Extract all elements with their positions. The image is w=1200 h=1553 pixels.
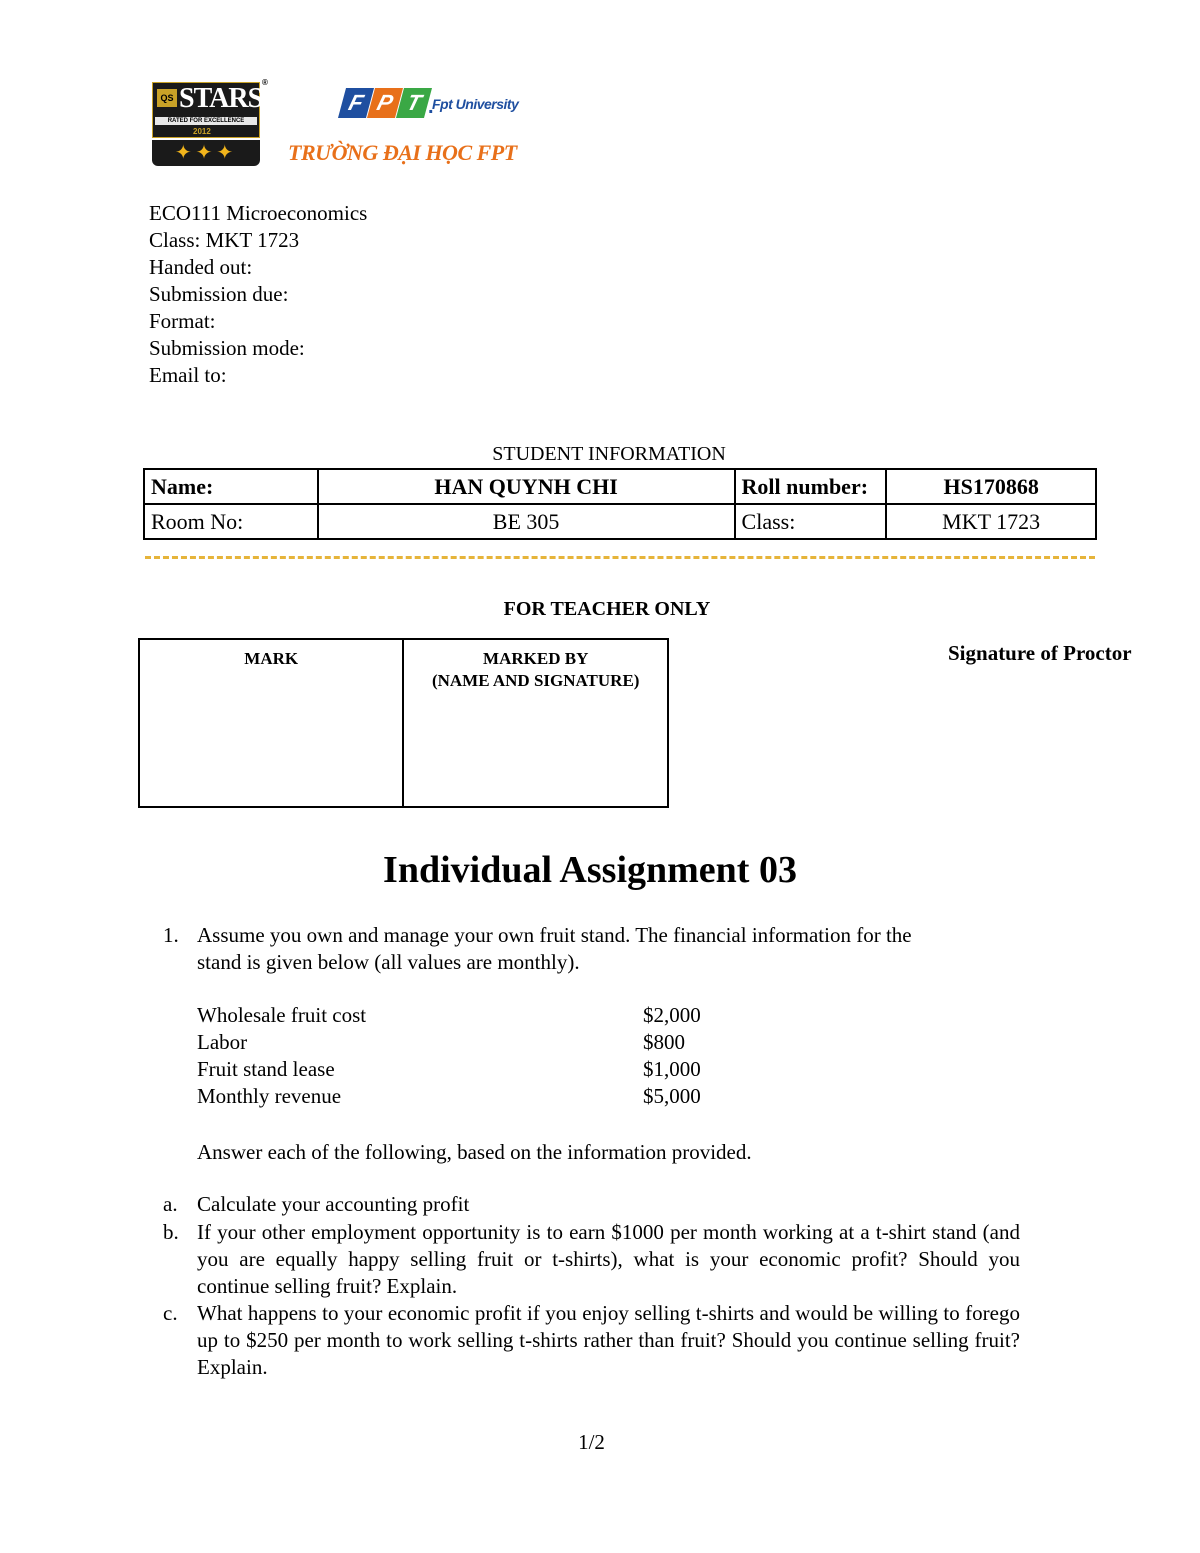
name-value: HAN QUYNH CHI <box>318 469 735 504</box>
class-value: MKT 1723 <box>886 504 1096 539</box>
question-number: 1. <box>163 923 179 947</box>
stars-word: STARS <box>179 83 263 114</box>
cost-amount: $2,000 <box>643 1003 701 1027</box>
course-info <box>149 200 367 389</box>
fpt-letter-f: F <box>338 88 374 118</box>
cost-amount: $1,000 <box>643 1057 701 1081</box>
dashed-divider <box>145 556 1095 559</box>
fpt-letter-p: P <box>367 88 403 118</box>
format-line: Format: <box>149 309 216 333</box>
submission-mode-line: Submission mode: <box>149 336 305 360</box>
room-label: Room No: <box>144 504 318 539</box>
assignment-title: Individual Assignment 03 <box>383 849 797 891</box>
roll-number-label: Roll number: <box>735 469 887 504</box>
handed-out-line: Handed out: <box>149 255 253 279</box>
mark-cell <box>139 639 403 807</box>
table-row <box>139 639 668 807</box>
stars-strip: RATED FOR EXCELLENCE <box>155 117 257 125</box>
student-info-table <box>143 468 1097 540</box>
fpt-letter-t: T <box>396 88 432 118</box>
cost-item: Fruit stand lease <box>197 1057 335 1081</box>
proctor-signature-label: Signature of Proctor <box>948 641 1132 665</box>
cost-item: Labor <box>197 1030 248 1054</box>
trademark-mark: ® <box>262 78 268 87</box>
table-row <box>144 469 1096 504</box>
roll-number-value: HS170868 <box>886 469 1096 504</box>
class-line: Class: MKT 1723 <box>149 228 300 252</box>
fpt-university-logo <box>288 86 542 170</box>
name-label: Name: <box>144 469 318 504</box>
table-row <box>144 504 1096 539</box>
teacher-only-heading: FOR TEACHER ONLY <box>503 598 711 620</box>
stars-rating-icon: ✦✦✦ <box>152 140 260 166</box>
mark-label: MARK <box>244 649 299 668</box>
email-to-line: Email to: <box>149 363 227 387</box>
question-text-line-1: Assume you own and manage your own fruit stand. The financial information for the <box>197 923 912 947</box>
part-text: What happens to your economic profit if you enjoy selling t-shirts and would be willing to forego up to $250 per month to work selling t-shirts rather than fruit? Should you continue selling fruit? Explain. <box>197 1301 1020 1379</box>
room-value: BE 305 <box>318 504 735 539</box>
class-label: Class: <box>735 504 887 539</box>
stars-year: 2012 <box>193 127 211 136</box>
stars-logo-top <box>152 82 263 138</box>
marked-by-sub: (NAME AND SIGNATURE) <box>431 671 640 690</box>
part-text: Calculate your accounting profit <box>197 1192 470 1216</box>
page-number: 1/2 <box>578 1430 605 1454</box>
qs-stars-logo <box>152 82 263 166</box>
fpt-university-text: Fpt University <box>432 96 519 112</box>
cost-item: Monthly revenue <box>197 1084 342 1108</box>
student-info-heading: STUDENT INFORMATION <box>492 443 726 465</box>
cost-item: Wholesale fruit cost <box>197 1003 367 1027</box>
part-letter: b. <box>163 1220 179 1244</box>
qs-badge: QS <box>157 89 177 107</box>
fpt-dot: . <box>428 96 434 118</box>
cost-amount: $800 <box>643 1030 685 1054</box>
course-title: ECO111 Microeconomics <box>149 201 368 225</box>
question-text-line-2: stand is given below (all values are monthly). <box>197 950 580 974</box>
part-text: If your other employment opportunity is to earn $1000 per month working at a t-shirt stand (and you are equally happy selling fruit or t-shirts), what is your economic profit? Should you continue selling fruit? Explain. <box>197 1220 1020 1298</box>
teacher-marks-table <box>138 638 669 808</box>
instruction-text: Answer each of the following, based on the information provided. <box>197 1140 752 1164</box>
part-letter: c. <box>163 1301 178 1325</box>
cost-amount: $5,000 <box>643 1084 701 1108</box>
part-letter: a. <box>163 1192 178 1216</box>
marked-by-cell <box>403 639 668 807</box>
marked-by-label: MARKED BY <box>483 649 589 668</box>
fpt-vietnamese-name: TRƯỜNG ĐẠI HỌC FPT <box>288 140 517 165</box>
submission-due-line: Submission due: <box>149 282 289 306</box>
